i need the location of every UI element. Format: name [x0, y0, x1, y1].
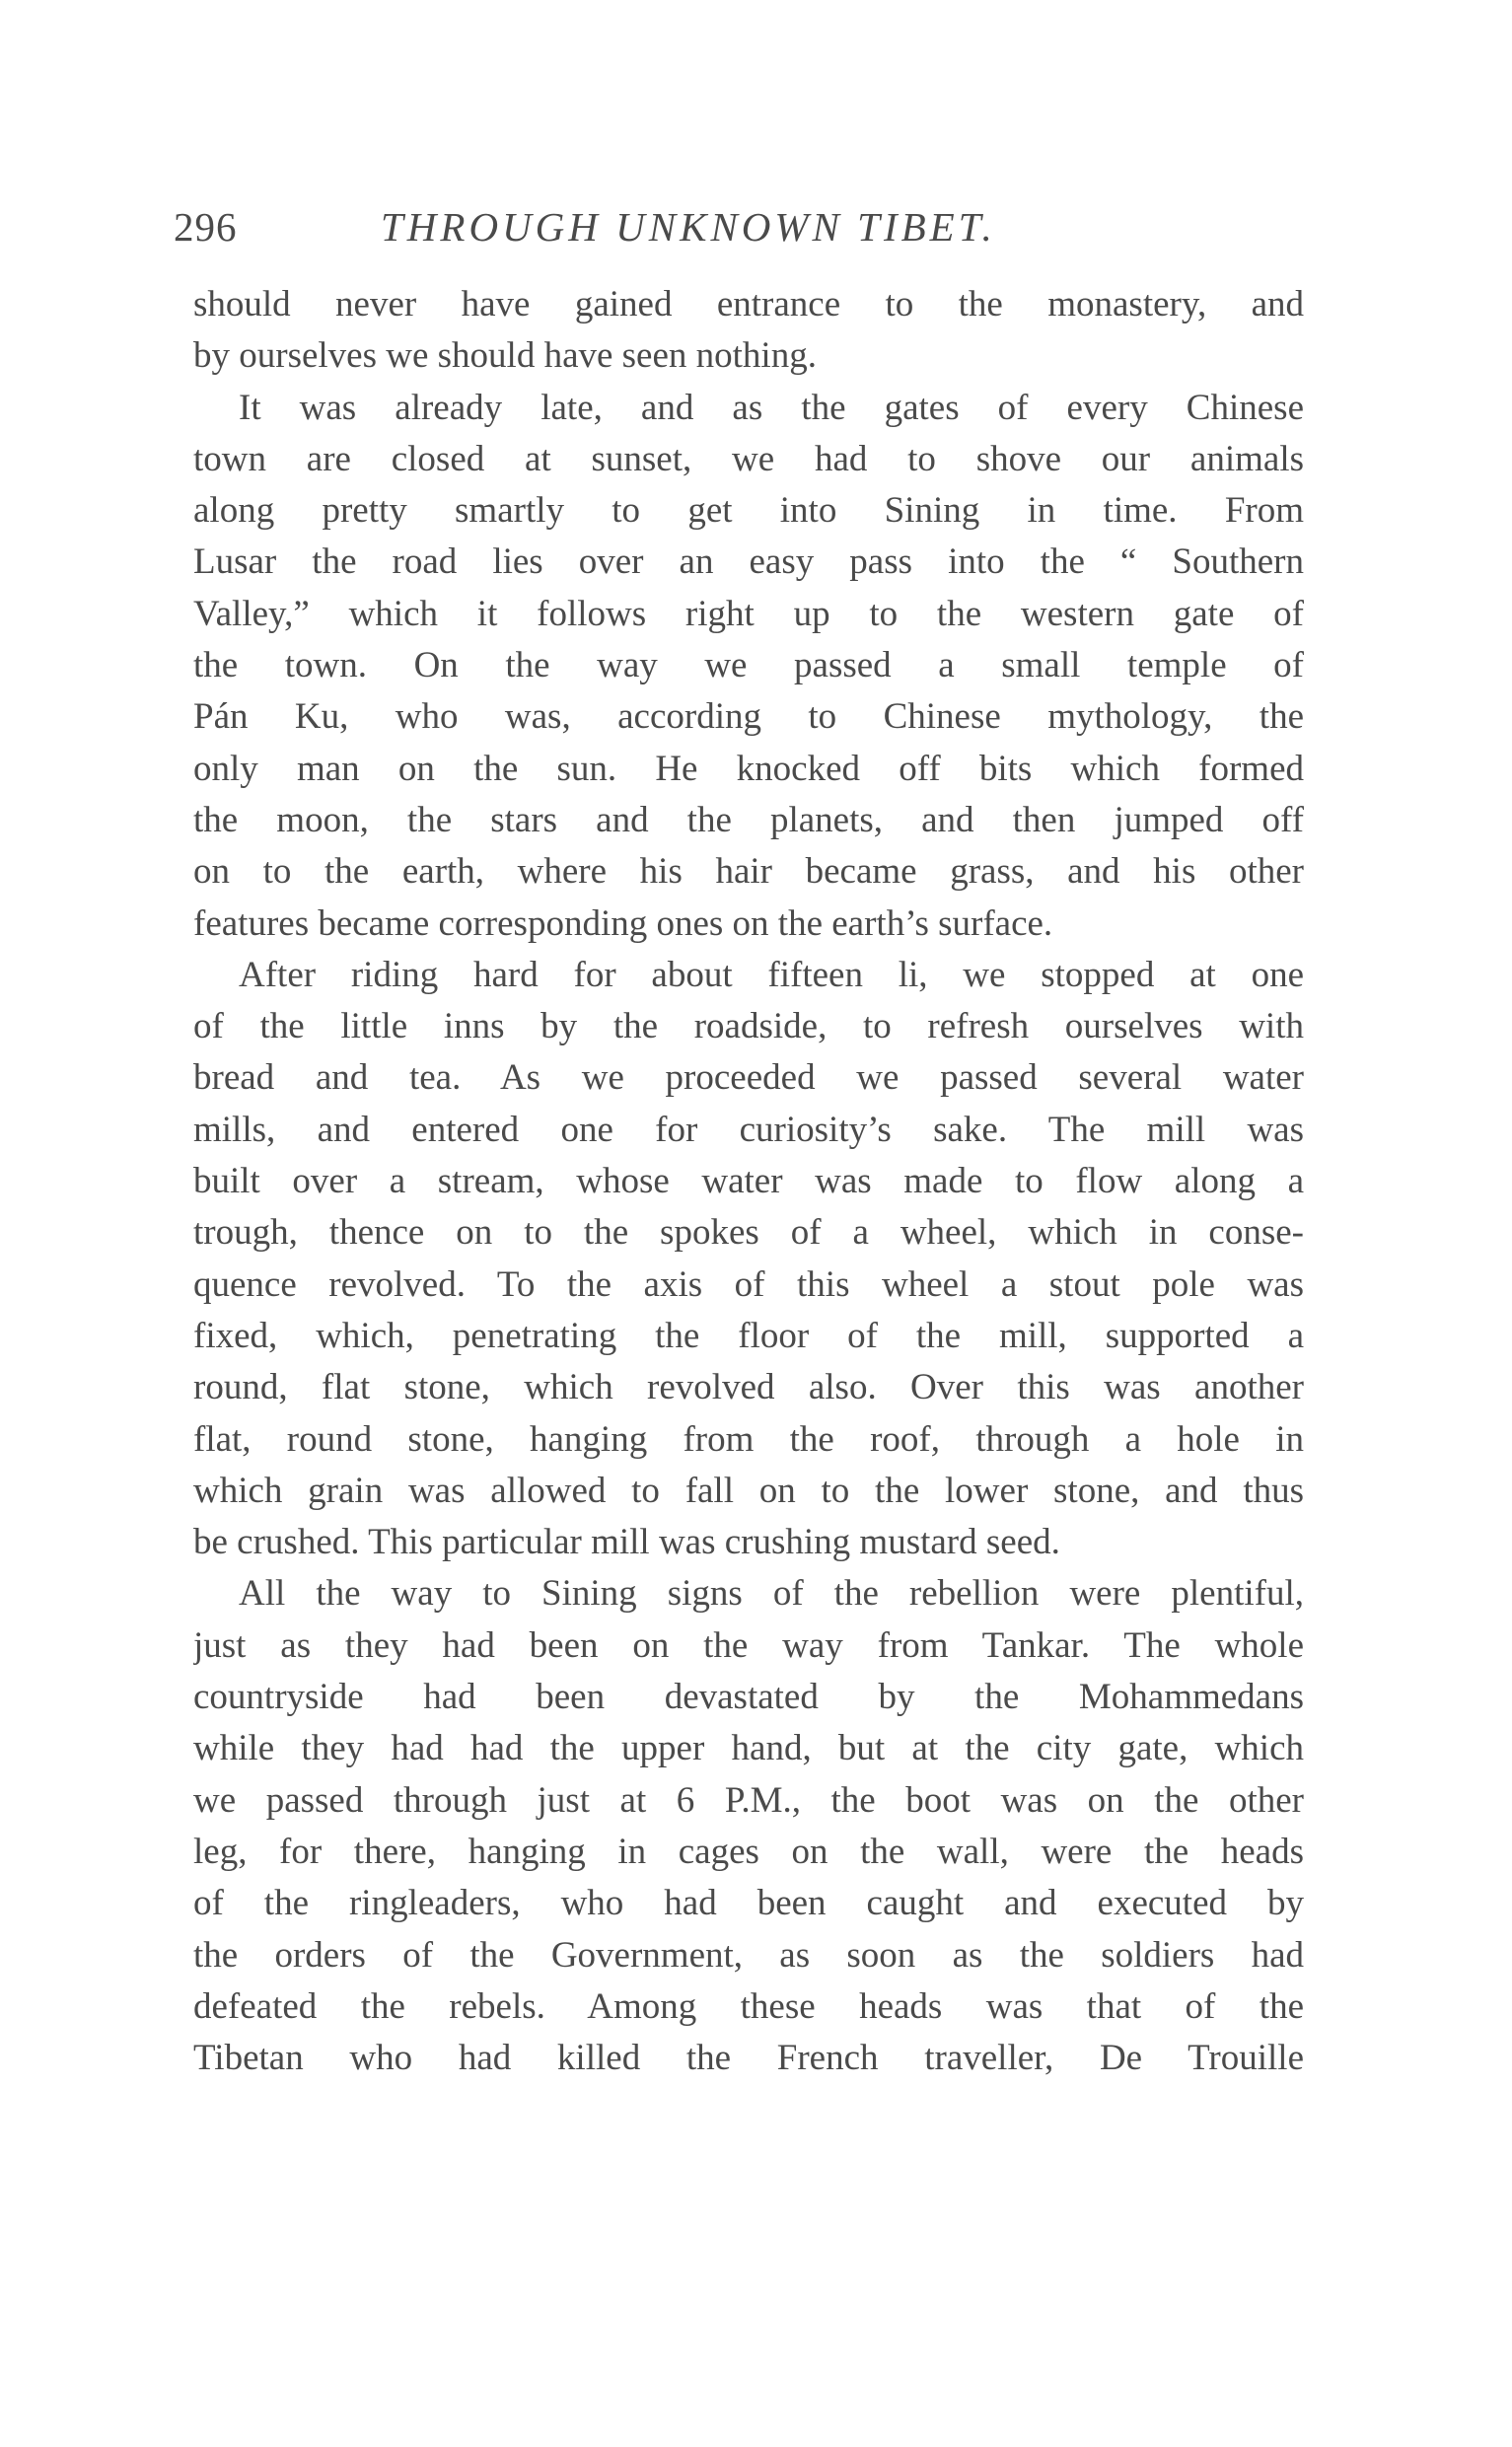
- text-line: the moon, the stars and the planets, and then jumped off: [193, 799, 1304, 840]
- text-line: After riding hard for about fifteen li, we stopped at one: [239, 954, 1304, 995]
- text-line: leg, for there, hanging in cages on the wall, were the heads: [193, 1831, 1304, 1872]
- text-line: on to the earth, where his hair became grass, and his other: [193, 851, 1304, 893]
- text-line: by ourselves we should have seen nothing.: [193, 335, 817, 377]
- text-line: be crushed. This particular mill was crushing mustard seed.: [193, 1522, 1060, 1563]
- text-line: All the way to Sining signs of the rebellion were plentiful,: [239, 1573, 1304, 1615]
- text-line: Valley,” which it follows right up to the western gate of: [193, 593, 1304, 634]
- text-line: bread and tea. As we proceeded we passed several water: [193, 1057, 1304, 1099]
- text-line: while they had had the upper hand, but at the city gate, which: [193, 1728, 1304, 1769]
- text-line: the orders of the Government, as soon as the soldiers had: [193, 1934, 1304, 1976]
- text-line: flat, round stone, hanging from the roof, through a hole in: [193, 1418, 1304, 1460]
- text-line: It was already late, and as the gates of every Chinese: [239, 387, 1304, 428]
- text-line: of the ringleaders, who had been caught and executed by: [193, 1883, 1304, 1924]
- running-title: THROUGH UNKNOWN TIBET.: [381, 204, 996, 250]
- text-line: Tibetan who had killed the French traveller, De Trouille: [193, 2038, 1304, 2079]
- text-line: we passed through just at 6 P.M., the boot was on the other: [193, 1779, 1304, 1821]
- text-line: quence revolved. To the axis of this wheel a stout pole was: [193, 1263, 1304, 1305]
- page-number: 296: [174, 204, 238, 250]
- text-line: built over a stream, whose water was made to flow along a: [193, 1161, 1304, 1202]
- text-line: just as they had been on the way from Tankar. The whole: [193, 1624, 1304, 1666]
- text-line: countryside had been devastated by the Mohammedans: [193, 1677, 1304, 1718]
- text-line: Pán Ku, who was, according to Chinese mythology, the: [193, 696, 1304, 738]
- text-line: mills, and entered one for curiosity’s sake. The mill was: [193, 1109, 1304, 1150]
- page-header: [174, 197, 1308, 256]
- text-line: defeated the rebels. Among these heads was that of the: [193, 1985, 1304, 2027]
- text-line: the town. On the way we passed a small temple of: [193, 645, 1304, 686]
- text-line: which grain was allowed to fall on to the lower stone, and thus: [193, 1470, 1304, 1511]
- text-line: round, flat stone, which revolved also. Over this was another: [193, 1367, 1304, 1408]
- text-line: Lusar the road lies over an easy pass into the “ Southern: [193, 541, 1304, 583]
- text-line: fixed, which, penetrating the floor of the mill, supported a: [193, 1315, 1304, 1356]
- text-line: along pretty smartly to get into Sining in time. From: [193, 490, 1304, 532]
- text-line: town are closed at sunset, we had to shove our animals: [193, 438, 1304, 479]
- text-line: should never have gained entrance to the monastery, and: [193, 284, 1304, 324]
- text-line: only man on the sun. He knocked off bits which formed: [193, 748, 1304, 789]
- text-line: of the little inns by the roadside, to refresh ourselves with: [193, 1006, 1304, 1047]
- body-text: [193, 279, 1304, 2084]
- text-line: features became corresponding ones on the earth’s surface.: [193, 902, 1053, 944]
- text-line: trough, thence on to the spokes of a wheel, which in conse-: [193, 1212, 1304, 1254]
